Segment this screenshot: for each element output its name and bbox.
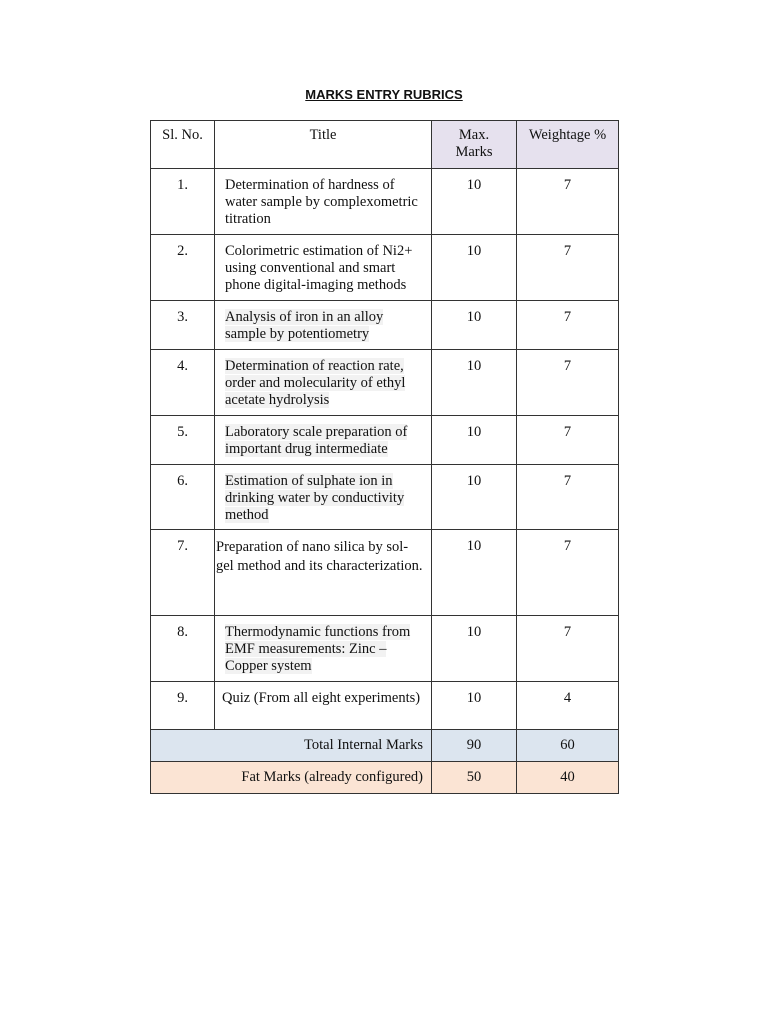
header-sl-no: Sl. No. (151, 121, 215, 169)
table-row (151, 465, 619, 530)
header-title: Title (215, 121, 432, 169)
row-title-text: Estimation of sulphate ion in drinking water by conductivity method (225, 473, 405, 523)
table-row (151, 616, 619, 682)
row-max-marks: 10 (432, 350, 517, 416)
row-sl-no: 6. (151, 465, 215, 530)
fat-marks-row (151, 762, 619, 794)
row-max-marks: 10 (432, 616, 517, 682)
row-sl-no: 3. (151, 301, 215, 350)
table-row (151, 301, 619, 350)
row-weightage: 7 (517, 530, 619, 616)
header-max-line2: Marks (455, 144, 493, 160)
table-row (151, 169, 619, 235)
page-title: MARKS ENTRY RUBRICS (305, 87, 463, 102)
header-max-line1: Max. (458, 127, 490, 143)
row-sl-no: 1. (151, 169, 215, 235)
fat-marks-max: 50 (432, 762, 517, 794)
fat-marks-label: Fat Marks (already configured) (151, 762, 432, 794)
row-sl-no: 9. (151, 682, 215, 730)
row-max-marks: 10 (432, 416, 517, 465)
row-sl-no: 2. (151, 235, 215, 301)
row-sl-no: 5. (151, 416, 215, 465)
row-title: Preparation of nano silica by sol-gel method and its characterization. (215, 530, 432, 616)
marks-rubric-table (150, 120, 619, 794)
row-title-text: Determination of reaction rate, order and molecularity of ethyl acetate hydrolysis (225, 358, 406, 408)
row-title-text: Analysis of iron in an alloy sample by potentiometry (225, 309, 384, 342)
total-internal-row (151, 730, 619, 762)
table-row (151, 350, 619, 416)
row-weightage: 7 (517, 169, 619, 235)
row-max-marks: 10 (432, 465, 517, 530)
row-title (215, 616, 432, 682)
row-title-text: Thermodynamic functions from EMF measurements: Zinc – Copper system (225, 624, 411, 674)
row-title: Colorimetric estimation of Ni2+ using conventional and smart phone digital-imaging methods (215, 235, 432, 301)
table-row (151, 530, 619, 616)
total-internal-weightage: 60 (517, 730, 619, 762)
row-max-marks: 10 (432, 301, 517, 350)
row-title (215, 301, 432, 350)
row-title (215, 416, 432, 465)
row-weightage: 7 (517, 416, 619, 465)
table-row (151, 416, 619, 465)
row-max-marks: 10 (432, 169, 517, 235)
total-internal-label: Total Internal Marks (151, 730, 432, 762)
row-title (215, 465, 432, 530)
row-weightage: 7 (517, 350, 619, 416)
row-title: Determination of hardness of water sample by complexometric titration (215, 169, 432, 235)
header-weightage: Weightage % (517, 121, 619, 169)
row-max-marks: 10 (432, 530, 517, 616)
row-title: Quiz (From all eight experiments) (215, 682, 432, 730)
row-weightage: 7 (517, 465, 619, 530)
row-weightage: 4 (517, 682, 619, 730)
table-row (151, 235, 619, 301)
row-sl-no: 7. (151, 530, 215, 616)
row-max-marks: 10 (432, 682, 517, 730)
header-row (151, 121, 619, 169)
row-max-marks: 10 (432, 235, 517, 301)
row-weightage: 7 (517, 616, 619, 682)
row-sl-no: 4. (151, 350, 215, 416)
row-weightage: 7 (517, 301, 619, 350)
row-title-text: Laboratory scale preparation of important drug intermediate (225, 424, 408, 457)
header-max-marks (432, 121, 517, 169)
row-weightage: 7 (517, 235, 619, 301)
row-title (215, 350, 432, 416)
total-internal-max: 90 (432, 730, 517, 762)
row-sl-no: 8. (151, 616, 215, 682)
table-row (151, 682, 619, 730)
fat-marks-weightage: 40 (517, 762, 619, 794)
